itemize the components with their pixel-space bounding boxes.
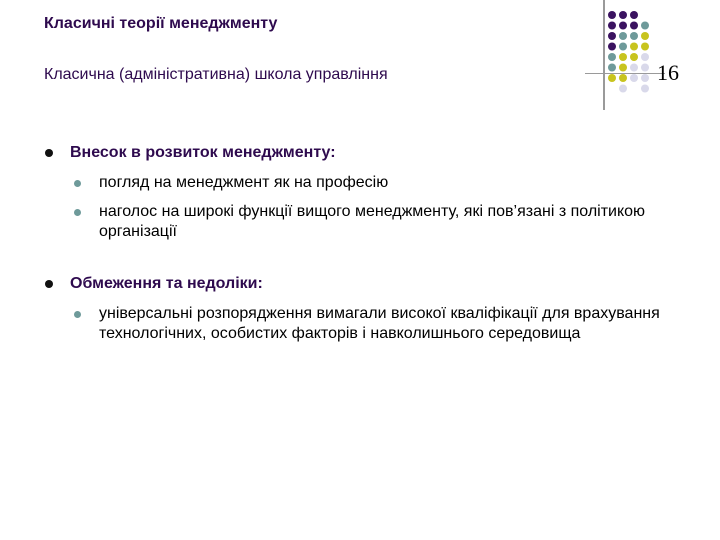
- slide-subtitle: Класична (адміністративна) школа управління: [44, 66, 388, 83]
- decorative-dot: [608, 64, 616, 72]
- decorative-dot: [630, 53, 638, 61]
- section-heading-limitations: [44, 274, 684, 294]
- decorative-dot: [619, 43, 627, 51]
- bullet-icon: [74, 311, 81, 318]
- decorative-dot: [619, 74, 627, 82]
- decorative-dot: [630, 64, 638, 72]
- decorative-dot: [630, 11, 638, 19]
- bullet-icon: [74, 180, 81, 187]
- decorative-dot: [608, 53, 616, 61]
- slide-title: Класичні теорії менеджменту: [44, 15, 278, 32]
- decorative-dot: [641, 53, 649, 61]
- slide-content: [44, 143, 684, 344]
- section-heading-contribution: [44, 143, 684, 163]
- decorative-dot: [641, 64, 649, 72]
- list-item: [44, 202, 684, 242]
- list-item: [44, 304, 684, 344]
- decorative-dot: [619, 64, 627, 72]
- decorative-dot: [608, 74, 616, 82]
- decorative-dot: [619, 85, 627, 93]
- decorative-dot: [619, 53, 627, 61]
- bullet-icon: [74, 209, 81, 216]
- decorative-dot: [608, 43, 616, 51]
- decorative-dot: [630, 32, 638, 40]
- decorative-dot-grid: [600, 0, 670, 110]
- decorative-dot: [619, 32, 627, 40]
- page-number: 16: [657, 60, 679, 85]
- decorative-dot: [619, 11, 627, 19]
- section-heading-text: Внесок в розвиток менеджменту:: [70, 144, 336, 161]
- decorative-dot: [608, 22, 616, 30]
- list-item-text: погляд на менеджмент як на професію: [99, 174, 389, 191]
- bullet-icon: [45, 149, 53, 157]
- decorative-dot: [641, 85, 649, 93]
- decorative-dot: [630, 22, 638, 30]
- decorative-dot: [641, 32, 649, 40]
- list-item-text: універсальні розпорядження вимагали високої кваліфікації для врахування технологічних, особистих факторів і навколишнього середовища: [99, 305, 660, 342]
- decorative-dot: [608, 32, 616, 40]
- decorative-dot: [641, 22, 649, 30]
- section-heading-text: Обмеження та недоліки:: [70, 275, 263, 292]
- decorative-dot: [608, 11, 616, 19]
- decorative-dot: [641, 43, 649, 51]
- decorative-dot: [641, 74, 649, 82]
- list-item-text: наголос на широкі функції вищого менеджменту, які пов’язані з політикою організації: [99, 203, 646, 240]
- decorative-dot: [630, 43, 638, 51]
- bullet-icon: [45, 280, 53, 288]
- list-item: [44, 173, 684, 193]
- decorative-dot: [630, 74, 638, 82]
- decorative-dot: [619, 22, 627, 30]
